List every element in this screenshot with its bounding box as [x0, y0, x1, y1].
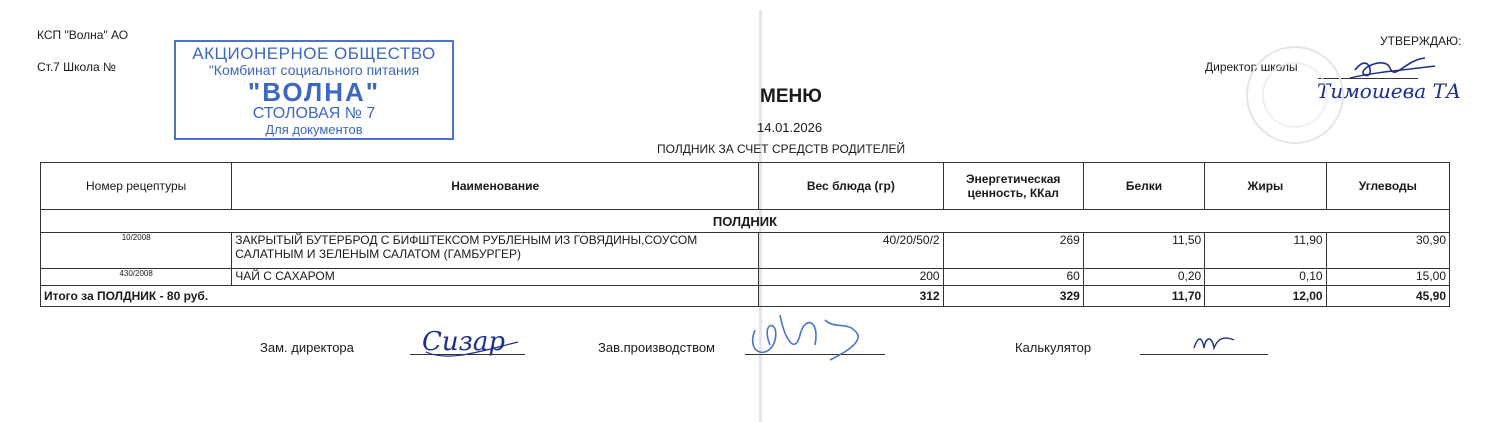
director-signature-text: Тимошева ТА [1317, 79, 1462, 103]
deputy-signature [418, 312, 528, 368]
cell-recipe: 10/2008 [41, 233, 232, 269]
header-weight: Вес блюда (гр) [759, 163, 943, 210]
school-name: Ст.7 Школа № [37, 60, 116, 74]
stamp-line: СТОЛОВАЯ № 7 [252, 105, 376, 122]
header-energy: Энергетическая ценность, ККал [943, 163, 1083, 210]
document-subtitle: ПОЛДНИК ЗА СЧЕТ СРЕДСТВ РОДИТЕЛЕЙ [657, 142, 906, 156]
cell-name: ЧАЙ С САХАРОМ [232, 269, 759, 286]
approve-label: УТВЕРЖДАЮ: [1380, 34, 1462, 48]
deputy-signature-text: Сизар [422, 327, 505, 357]
cell-fat: 11,90 [1205, 233, 1326, 269]
table-header-row [41, 163, 1450, 210]
calculator-label: Калькулятор [1015, 340, 1092, 355]
stamp-line: "Комбинат социального питания [208, 62, 420, 78]
menu-table [40, 162, 1450, 307]
production-manager-signature [740, 300, 880, 372]
organization-stamp [174, 40, 454, 140]
cell-energy: 60 [943, 269, 1083, 286]
stamp-line: АКЦИОНЕРНОЕ ОБЩЕСТВО [192, 44, 436, 63]
calculator-sign-line [1140, 354, 1268, 355]
cell-weight: 40/20/50/2 [759, 233, 943, 269]
table-row [41, 269, 1450, 286]
document-title: МЕНЮ [760, 86, 822, 107]
header-name: Наименование [232, 163, 759, 210]
production-manager-label: Зав.производством [598, 340, 715, 355]
section-title: ПОЛДНИК [41, 210, 1450, 233]
total-fat: 12,00 [1205, 286, 1326, 307]
total-label: Итого за ПОЛДНИК - 80 руб. [41, 286, 759, 307]
cell-recipe: 430/2008 [41, 269, 232, 286]
cell-weight: 200 [759, 269, 943, 286]
section-row [41, 210, 1450, 233]
header-fat: Жиры [1205, 163, 1326, 210]
stamp-line: Для документов [265, 122, 363, 137]
header-recipe: Номер рецептуры [41, 163, 232, 210]
round-seal [1240, 40, 1340, 150]
total-energy: 329 [943, 286, 1083, 307]
director-label: Директор школы [1205, 60, 1298, 74]
header-protein: Белки [1083, 163, 1204, 210]
total-weight: 312 [759, 286, 943, 307]
cell-carbs: 30,90 [1326, 233, 1449, 269]
cell-carbs: 15,00 [1326, 269, 1449, 286]
org-name: КСП "Волна" АО [37, 28, 129, 42]
stamp-line: "ВОЛНА" [247, 77, 381, 107]
cell-protein: 11,50 [1083, 233, 1204, 269]
total-carbs: 45,90 [1326, 286, 1449, 307]
calculator-signature [1190, 330, 1240, 354]
cell-fat: 0,10 [1205, 269, 1326, 286]
total-protein: 11,70 [1083, 286, 1204, 307]
document-date: 14.01.2026 [757, 120, 823, 135]
deputy-director-label: Зам. директора [260, 340, 354, 355]
cell-protein: 0,20 [1083, 269, 1204, 286]
cell-energy: 269 [943, 233, 1083, 269]
header-carbs: Углеводы [1326, 163, 1449, 210]
cell-name: ЗАКРЫТЫЙ БУТЕРБРОД С БИФШТЕКСОМ РУБЛЕНЫМ ИЗ ГОВЯДИНЫ,СОУСОМ САЛАТНЫМ И ЗЕЛЕНЫМ САЛАТОМ (ГАМБУРГЕР) [232, 233, 759, 269]
table-row [41, 233, 1450, 269]
